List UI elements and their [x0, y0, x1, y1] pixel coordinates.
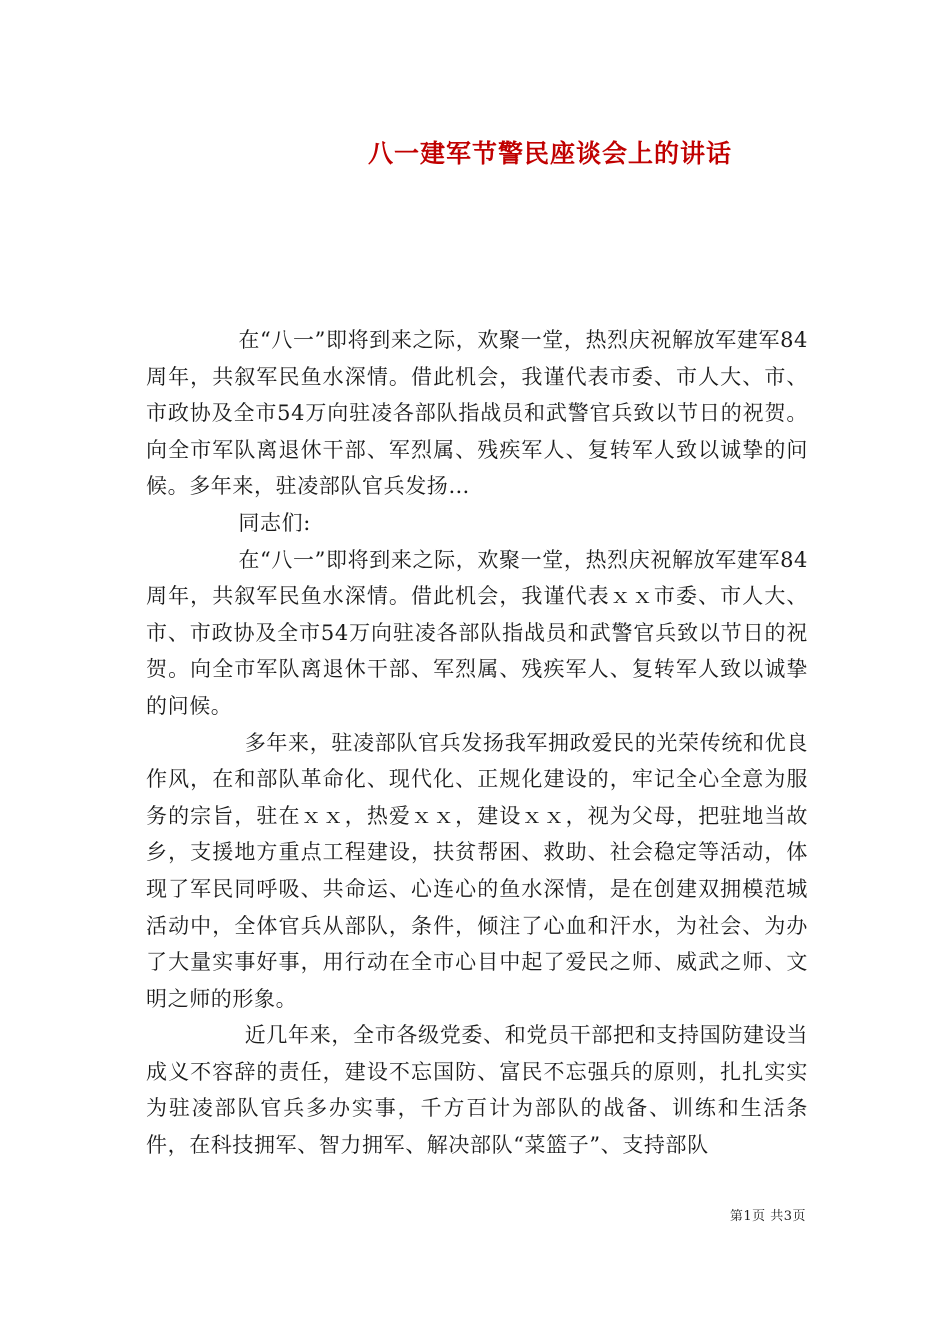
paragraph-salutation: 同志们:	[238, 510, 311, 535]
document-title: 八一建军节警民座谈会上的讲话	[367, 139, 732, 168]
document-body	[146, 322, 808, 1164]
paragraph-local-support: 近几年来，全市各级党委、和党员干部把和支持国防建设当成义不容辞的责任，建设不忘国防、富民不忘强兵的原则，扎扎实实为驻凌部队官兵多办实事，千方百计为部队的战备、训练和生活条件，在科技拥军、智力拥军、解决部队“菜篮子”、支持部队	[146, 1023, 808, 1158]
paragraph-greeting: 在“八一”即将到来之际，欢聚一堂，热烈庆祝解放军建军84周年，共叙军民鱼水深情。借此机会，我谨代表ｘｘ市委、市人大、市、市政协及全市54万向驻凌各部队指战员和武警官兵致以节日的祝贺。向全市军队离退休干部、军烈属、残疾军人、复转军人致以诚挚的问候。	[146, 547, 808, 718]
paragraph-army-contributions: 多年来，驻凌部队官兵发扬我军拥政爱民的光荣传统和优良作风，在和部队革命化、现代化、正规化建设的，牢记全心全意为服务的宗旨，驻在ｘｘ，热爱ｘｘ，建设ｘｘ，视为父母，把驻地当故乡，支援地方重点工程建设，扶贫帮困、救助、社会稳定等活动，体现了军民同呼吸、共命运、心连心的鱼水深情，是在创建双拥模范城活动中，全体官兵从部队，条件，倾注了心血和汗水，为社会、为办了大量实事好事，用行动在全市心目中起了爱民之师、威武之师、文明之师的形象。	[146, 730, 808, 1011]
paragraph-summary: 在“八一”即将到来之际，欢聚一堂，热烈庆祝解放军建军84周年，共叙军民鱼水深情。借此机会，我谨代表市委、市人大、市、市政协及全市54万向驻凌各部队指战员和武警官兵致以节日的祝贺。向全市军队离退休干部、军烈属、残疾军人、复转军人致以诚挚的问候。多年来，驻凌部队官兵发扬…	[146, 328, 808, 499]
page-number: 第1页 共3页	[729, 1209, 806, 1224]
